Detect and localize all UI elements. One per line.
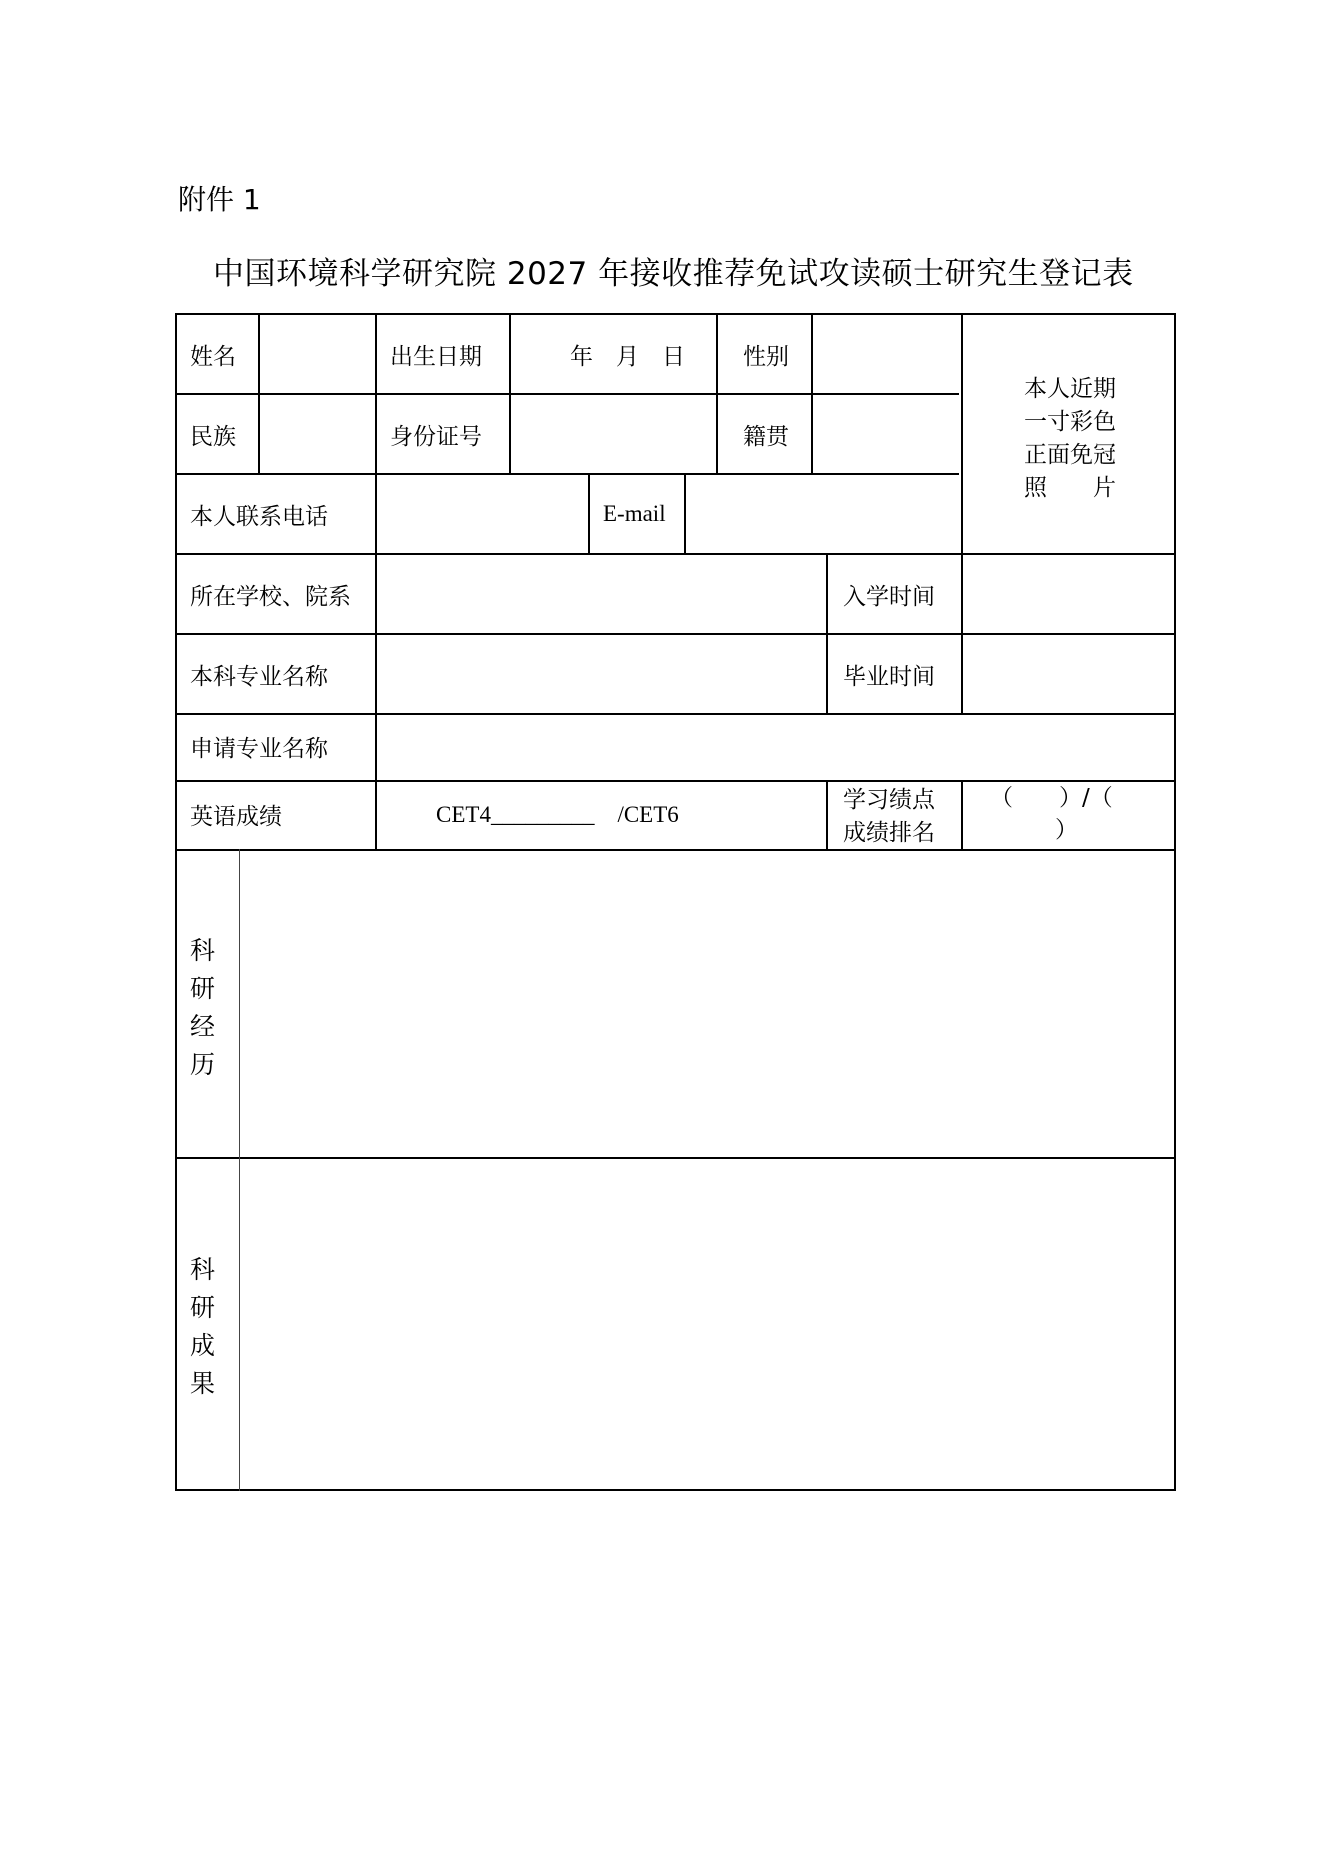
name-label: 姓名 (190, 344, 236, 370)
phone-field[interactable] (377, 475, 588, 553)
research-experience-label: 科研经历 (190, 936, 216, 1079)
phone-label: 本人联系电话 (190, 504, 328, 530)
id-number-label: 身份证号 (390, 424, 482, 450)
gender-field[interactable] (813, 315, 961, 393)
research-experience-field[interactable] (241, 851, 1174, 1157)
enroll-time-field[interactable] (963, 555, 1174, 633)
research-results-field[interactable] (241, 1159, 1174, 1489)
photo-text-line4: 照 片 (1024, 475, 1116, 501)
email-label: E-mail (603, 501, 666, 526)
gpa-label-line1: 学习绩点 (843, 787, 935, 813)
birth-date-label: 出生日期 (390, 344, 482, 370)
enroll-time-label: 入学时间 (843, 584, 935, 610)
apply-major-field[interactable] (377, 715, 1174, 780)
gpa-fill-line2[interactable]: ） (1055, 817, 1078, 843)
gpa-label-line2: 成绩排名 (843, 820, 935, 846)
form-title: 中国环境科学研究院 2027 年接收推荐免试攻读硕士研究生登记表 (213, 256, 1134, 292)
major-field[interactable] (377, 635, 826, 713)
email-field[interactable] (686, 475, 961, 553)
ethnicity-field[interactable] (260, 395, 375, 473)
gender-label: 性别 (743, 344, 789, 370)
birth-date-field[interactable]: 年 月 日 (570, 344, 685, 370)
native-place-label: 籍贯 (743, 424, 789, 450)
major-label: 本科专业名称 (190, 664, 328, 690)
apply-major-label: 申请专业名称 (190, 736, 328, 762)
school-field[interactable] (377, 555, 826, 633)
id-number-field[interactable] (511, 395, 716, 473)
photo-text-line3: 正面免冠 (1024, 442, 1116, 468)
school-label: 所在学校、院系 (190, 584, 351, 610)
grad-time-field[interactable] (963, 635, 1174, 713)
native-place-field[interactable] (813, 395, 961, 473)
grad-time-label: 毕业时间 (843, 664, 935, 690)
ethnicity-label: 民族 (190, 424, 236, 450)
photo-text-line1: 本人近期 (1024, 376, 1116, 402)
attachment-label: 附件 1 (178, 183, 261, 216)
research-results-label: 科研成果 (190, 1255, 216, 1398)
english-label: 英语成绩 (190, 804, 282, 830)
gpa-fill-line1[interactable]: （ ）/（ (990, 785, 1113, 811)
photo-text-line2: 一寸彩色 (1024, 409, 1116, 435)
name-field[interactable] (260, 315, 375, 393)
cet-score-field[interactable]: CET4_________ /CET6 (436, 802, 679, 827)
